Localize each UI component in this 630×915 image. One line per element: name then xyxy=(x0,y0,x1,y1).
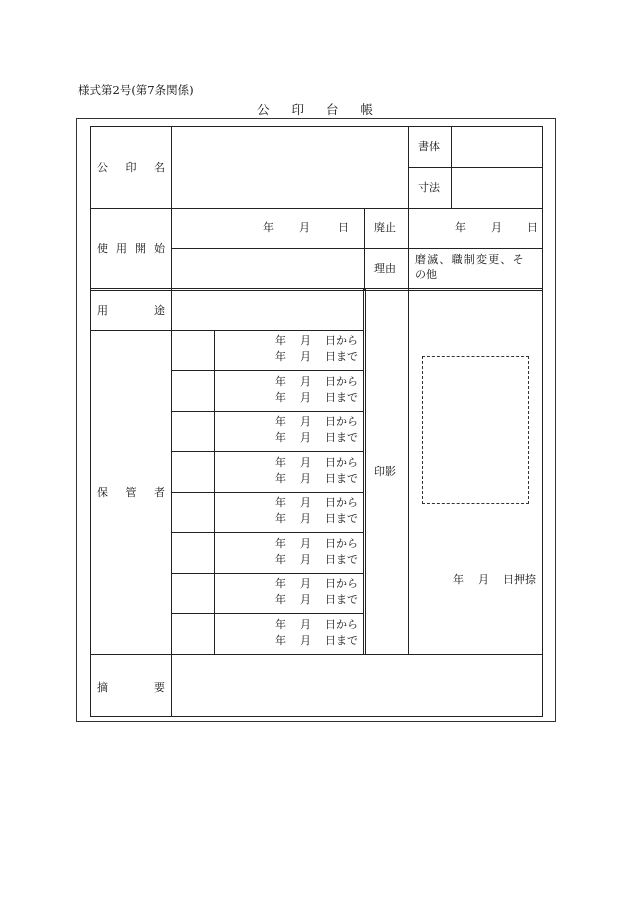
divider xyxy=(364,208,365,290)
title-char: 印 xyxy=(291,102,304,117)
summary-label: 摘 要 xyxy=(97,681,165,694)
period-to: 年 月 日まで xyxy=(275,634,358,647)
period-to: 年 月 日まで xyxy=(275,431,358,444)
reason-options: 磨滅、職制変更、そ xyxy=(415,253,525,266)
use-start-label: 使 用 開 始 xyxy=(97,242,165,255)
seal-impression-box xyxy=(422,356,529,504)
use-start-year: 年 xyxy=(263,221,274,234)
divider xyxy=(171,126,172,717)
page-title xyxy=(0,100,630,118)
divider xyxy=(408,289,409,655)
divider xyxy=(408,126,409,208)
abolition-year: 年 xyxy=(455,221,466,234)
divider xyxy=(171,492,364,493)
form-number-label: 様式第2号(第7条関係) xyxy=(78,83,194,97)
abolition-label: 廃止 xyxy=(374,221,396,234)
period-from: 年 月 日から xyxy=(275,456,358,469)
divider xyxy=(408,208,409,290)
period-to: 年 月 日まで xyxy=(275,553,358,566)
period-to: 年 月 日まで xyxy=(275,593,358,606)
period-to: 年 月 日まで xyxy=(275,391,358,404)
divider xyxy=(451,126,452,208)
divider xyxy=(408,167,543,168)
divider xyxy=(171,451,364,452)
period-from: 年 月 日から xyxy=(275,496,358,509)
divider xyxy=(90,330,364,331)
divider xyxy=(90,288,543,291)
divider xyxy=(171,248,543,249)
typeface-label: 書体 xyxy=(418,140,440,153)
divider xyxy=(171,613,364,614)
reason-options-cont: の他 xyxy=(415,268,437,281)
divider xyxy=(171,573,364,574)
dimensions-label: 寸法 xyxy=(418,181,440,194)
impression-label: 印影 xyxy=(374,465,396,478)
divider xyxy=(90,654,543,655)
custodian-label: 保 管 者 xyxy=(97,486,165,499)
period-to: 年 月 日まで xyxy=(275,472,358,485)
use-start-day: 日 xyxy=(338,221,349,234)
period-from: 年 月 日から xyxy=(275,415,358,428)
period-to: 年 月 日まで xyxy=(275,512,358,525)
divider xyxy=(90,208,543,209)
reason-label: 理由 xyxy=(374,262,396,275)
divider xyxy=(171,370,364,371)
period-from: 年 月 日から xyxy=(275,577,358,590)
use-start-month: 月 xyxy=(299,221,310,234)
title-char: 公 xyxy=(256,102,270,117)
title-char: 台 xyxy=(326,102,339,117)
period-from: 年 月 日から xyxy=(275,334,358,347)
stamped-date: 年 月 日押捺 xyxy=(453,573,536,586)
purpose-label: 用 途 xyxy=(97,304,165,317)
divider xyxy=(214,330,215,654)
period-from: 年 月 日から xyxy=(275,618,358,631)
period-to: 年 月 日まで xyxy=(275,350,358,363)
abolition-day: 日 xyxy=(527,221,538,234)
seal-name-label: 公 印 名 xyxy=(97,161,165,174)
divider xyxy=(363,289,366,655)
period-from: 年 月 日から xyxy=(275,375,358,388)
period-from: 年 月 日から xyxy=(275,537,358,550)
title-char: 帳 xyxy=(360,102,374,117)
abolition-month: 月 xyxy=(491,221,502,234)
divider xyxy=(171,411,364,412)
divider xyxy=(171,532,364,533)
